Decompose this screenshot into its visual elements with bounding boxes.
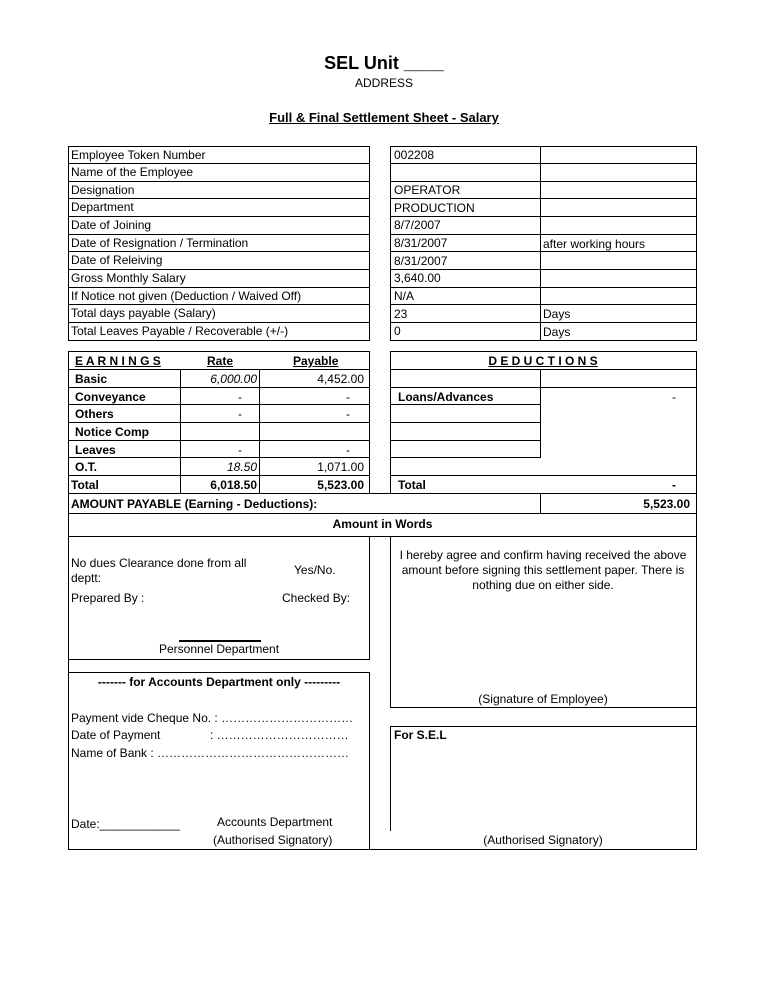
personnel-dept: Personnel Department: [159, 642, 280, 656]
earning-label-leaves: Leaves: [75, 443, 116, 457]
earning-payable-conveyance: -: [346, 390, 350, 404]
label-gross-salary: Gross Monthly Salary: [71, 271, 186, 285]
rate-header: Rate: [207, 354, 234, 368]
clearance-text-1: No dues Clearance done from all: [71, 556, 247, 570]
label-department: Department: [71, 200, 134, 214]
value-designation: OPERATOR: [394, 183, 461, 197]
sel-auth-signatory: (Authorised Signatory): [483, 833, 603, 847]
earning-label-notice-comp: Notice Comp: [75, 425, 150, 439]
amount-payable-label: AMOUNT PAYABLE (Earning - Deductions):: [71, 497, 318, 511]
earning-total-label: Total: [71, 478, 99, 492]
employee-signature: (Signature of Employee): [478, 692, 608, 706]
value-token: 002208: [394, 148, 435, 162]
address: ADDRESS: [354, 76, 413, 90]
earning-payable-others: -: [346, 407, 350, 421]
accounts-header: ------- for Accounts Department only ---------: [97, 675, 341, 689]
earning-rate-others: -: [238, 407, 242, 421]
earning-rate-basic: 6,000.00: [210, 372, 257, 386]
note-resignation: after working hours: [543, 237, 646, 251]
label-resignation: Date of Resignation / Termination: [71, 236, 249, 250]
label-releiving: Date of Releiving: [71, 253, 163, 267]
earning-label-others: Others: [75, 407, 114, 421]
sheet-title: Full & Final Settlement Sheet - Salary: [269, 110, 499, 125]
unit-title: SEL Unit ____: [324, 53, 444, 73]
cheque-number: Payment vide Cheque No. : ……………………………: [71, 711, 354, 725]
earning-label-ot: O.T.: [75, 460, 98, 474]
note-leaves-payable: Days: [543, 325, 571, 339]
deduction-total-label: Total: [398, 478, 426, 492]
label-notice: If Notice not given (Deduction / Waived Off): [71, 289, 302, 303]
value-gross-salary: 3,640.00: [394, 271, 441, 285]
value-leaves-payable: 0: [394, 324, 401, 338]
label-token: Employee Token Number: [71, 148, 206, 162]
date-of-payment-label: Date of Payment: [71, 728, 161, 742]
earning-payable-ot: 1,071.00: [317, 460, 364, 474]
date-of-payment-dots: : ……………………………: [210, 728, 349, 742]
prepared-by: Prepared By :: [71, 591, 145, 605]
label-days-payable: Total days payable (Salary): [71, 306, 216, 320]
earnings-header: E A R N I N G S: [75, 354, 161, 368]
payable-header: Payable: [293, 354, 339, 368]
earning-label-basic: Basic: [75, 372, 108, 386]
label-leaves-payable: Total Leaves Payable / Recoverable (+/-): [71, 324, 289, 338]
earning-rate-conveyance: -: [238, 390, 242, 404]
accounts-date: Date:____________: [71, 817, 180, 831]
checked-by: Checked By:: [282, 591, 351, 605]
value-notice: N/A: [394, 289, 415, 303]
earning-total-rate: 6,018.50: [210, 478, 257, 492]
label-name: Name of the Employee: [71, 165, 194, 179]
clearance-text-2: deptt:: [71, 571, 102, 585]
yes-no-option: Yes/No.: [294, 563, 336, 577]
label-designation: Designation: [71, 183, 135, 197]
value-resignation: 8/31/2007: [394, 236, 448, 250]
value-department: PRODUCTION: [394, 201, 475, 215]
agreement-line-1: I hereby agree and confirm having received the above: [399, 548, 687, 562]
amount-payable-value: 5,523.00: [643, 497, 690, 511]
accounts-dept: Accounts Department: [217, 815, 333, 829]
value-releiving: 8/31/2007: [394, 254, 448, 268]
earning-label-conveyance: Conveyance: [75, 390, 146, 404]
accounts-auth-signatory: (Authorised Signatory): [213, 833, 333, 847]
earning-payable-leaves: -: [346, 443, 350, 457]
amount-in-words: Amount in Words: [332, 517, 433, 531]
note-days-payable: Days: [543, 307, 571, 321]
deductions-header: D E D U C T I O N S: [488, 354, 598, 368]
value-days-payable: 23: [394, 307, 408, 321]
deduction-loans-label: Loans/Advances: [398, 390, 494, 404]
deduction-loans-value: -: [672, 390, 676, 404]
agreement-line-2: amount before signing this settlement paper. There is: [401, 563, 685, 577]
earning-rate-leaves: -: [238, 443, 242, 457]
bank-name: Name of Bank : …………………………………………: [71, 746, 350, 760]
earning-total-payable: 5,523.00: [317, 478, 364, 492]
agreement-line-3: nothing due on either side.: [472, 578, 614, 592]
for-sel: For S.E.L: [394, 728, 447, 742]
earning-payable-basic: 4,452.00: [317, 372, 364, 386]
label-joining: Date of Joining: [71, 218, 152, 232]
deduction-total-value: -: [672, 478, 676, 492]
value-joining: 8/7/2007: [394, 218, 441, 232]
earning-rate-ot: 18.50: [226, 460, 257, 474]
